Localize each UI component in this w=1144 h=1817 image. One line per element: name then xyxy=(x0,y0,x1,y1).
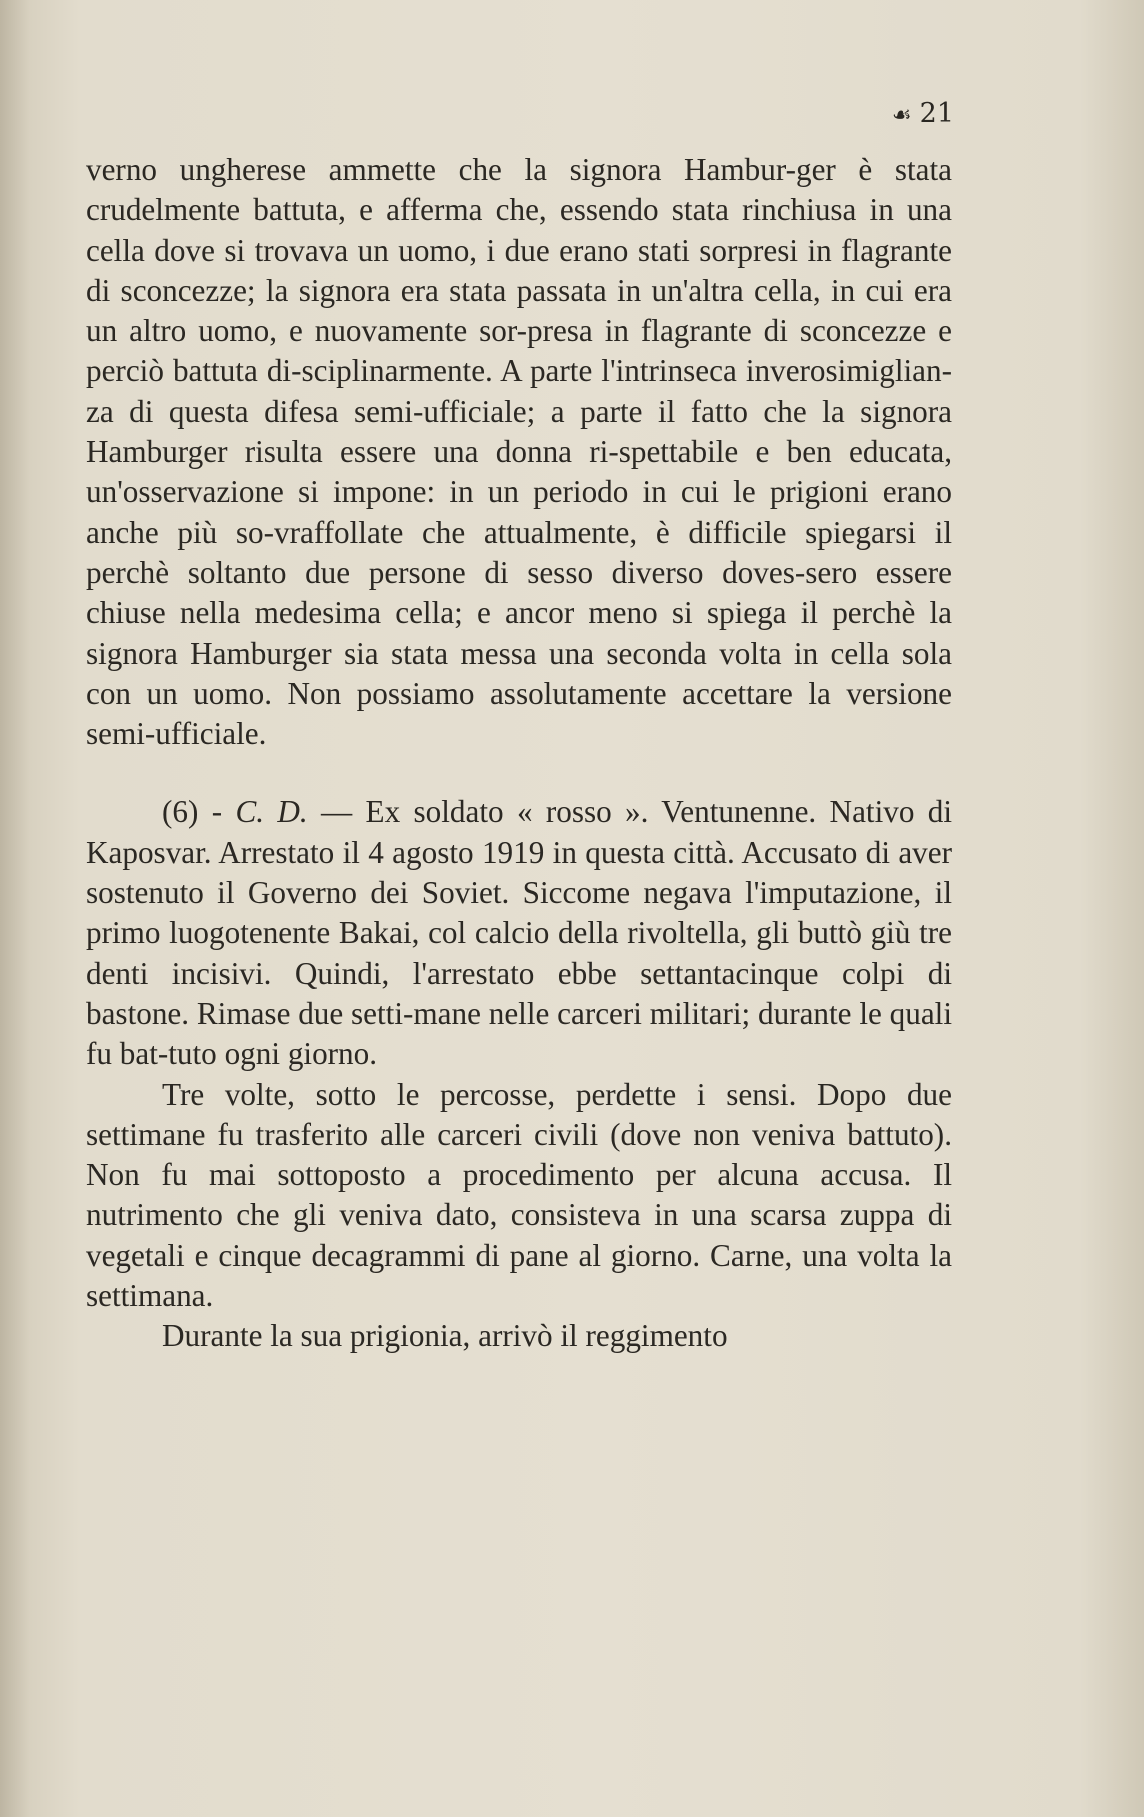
paragraph-continuation: verno ungherese ammette che la signora Hambur-ger è stata crudelmente battuta, e afferma che, essendo stata rinchiusa in una cella dove si trovava un uomo, i due erano stati sorpresi in flagrante di sconcezze; la signora era stata passata in un'altra cella, in cui era un altro uomo, e nuovamente sor-presa in flagrante di sconcezze e perciò battuta di-sciplinarmente. A parte l'intrinseca inverosimiglian-za di questa difesa semi-ufficiale; a parte il fatto che la signora Hamburger risulta essere una donna ri-spettabile e ben educata, un'osservazione si impone: in un periodo in cui le prigioni erano anche più so-vraffollate che attualmente, è difficile spiegarsi il perchè soltanto due persone di sesso diverso doves-sero essere chiuse nella medesima cella; e ancor meno si spiega il perchè la signora Hamburger sia stata messa una seconda volta in cella sola con un uomo. Non possiamo assolutamente accettare la versione semi-ufficiale. xyxy=(86,152,952,752)
paragraph: Tre volte, sotto le percosse, perdette i sensi. Dopo due settimane fu trasferito alle carceri civili (dove non veniva battuto). Non fu mai sottoposto a procedimento per alcuna accusa. Il nutrimento che gli veniva dato, consisteva in una scarsa zuppa di vegetali e cinque decagrammi di pane al giorno. Carne, una volta la settimana. xyxy=(86,1076,952,1314)
footnote-number: (6) - xyxy=(162,794,223,830)
footnote-6 xyxy=(86,792,952,1074)
page-header xyxy=(892,98,954,129)
footnote-initials: C. D. xyxy=(235,794,308,830)
page-number: 21 xyxy=(919,98,954,129)
footnote-text: — Ex soldato « rosso ». Ventunenne. Nativo di Kaposvar. Arrestato il 4 agosto 1919 in questa città. Accusato di aver sostenuto il Governo dei Soviet. Siccome negava l'imputazione, il primo luogotenente Bakai, col calcio della rivoltella, gli buttò giù tre denti incisivi. Quindi, l'arrestato ebbe settantacinque colpi di bastone. Rimase due setti-mane nelle carceri militari; durante le quali fu bat-tuto ogni giorno. xyxy=(86,794,953,1072)
paragraph: Durante la sua prigionia, arrivò il reggimento xyxy=(162,1318,728,1354)
fleuron-ornament-icon: ☙ xyxy=(891,103,910,128)
page-body xyxy=(86,150,952,1357)
